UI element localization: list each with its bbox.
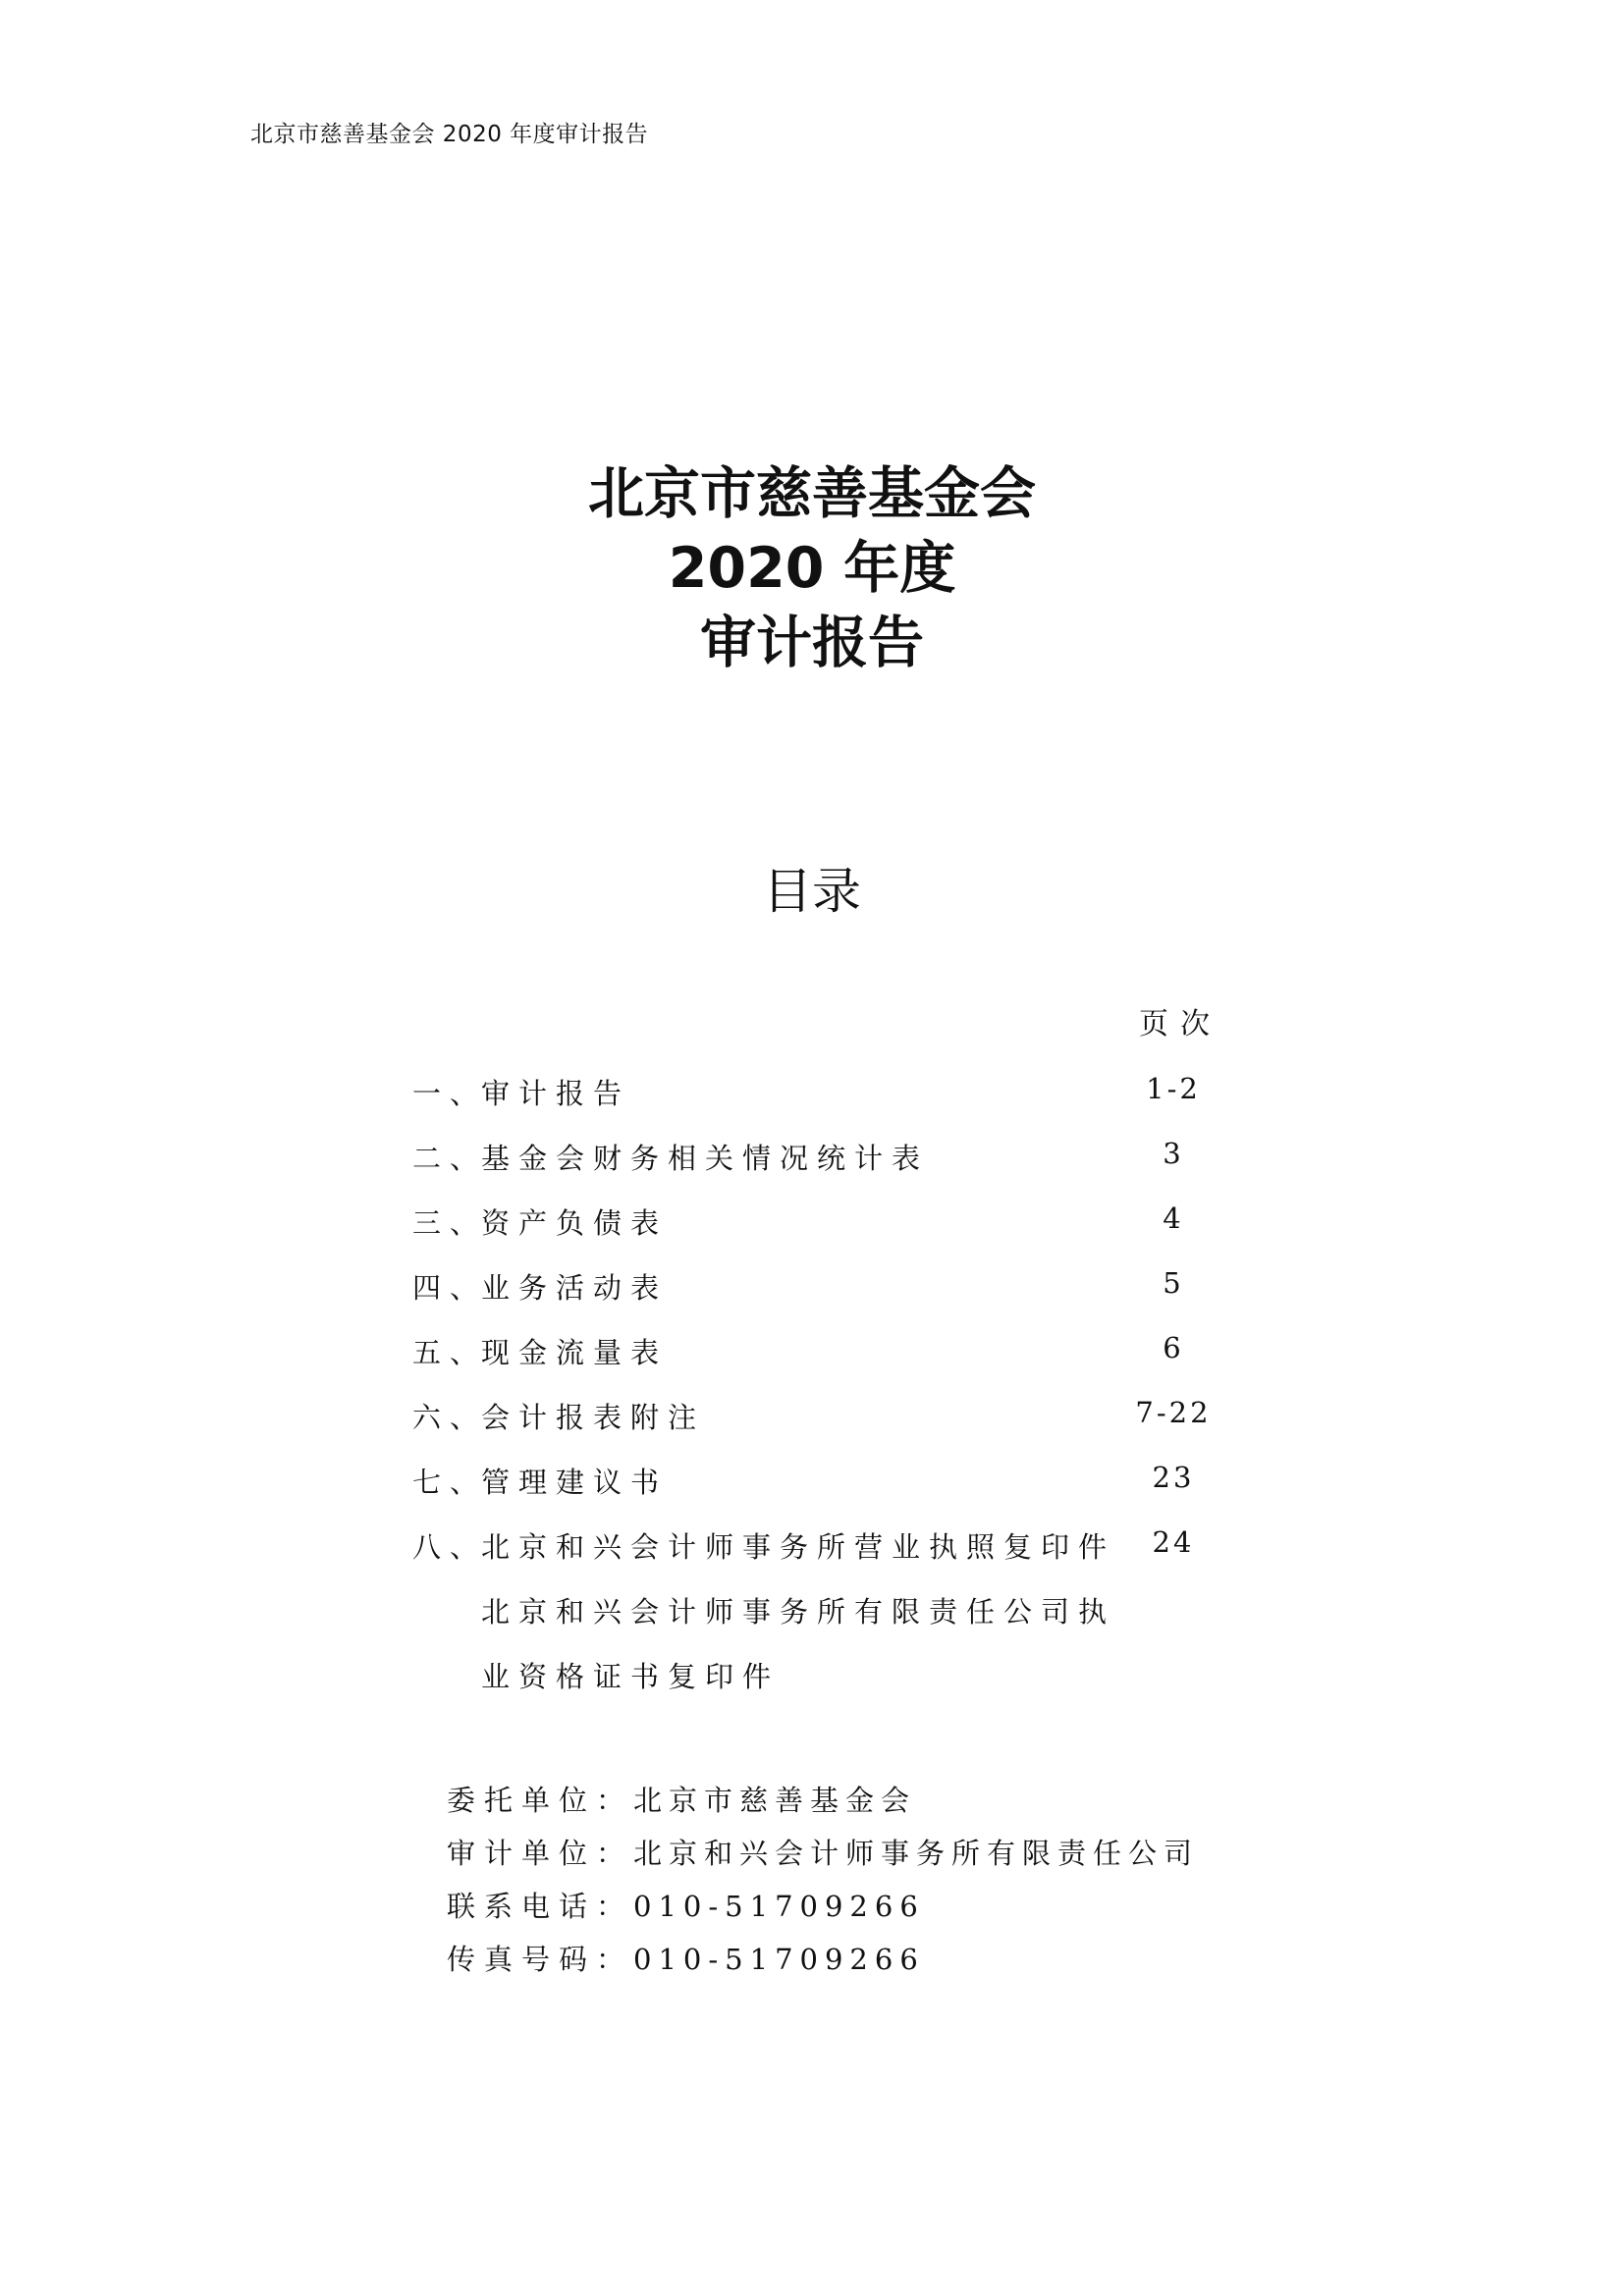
contact-phone — [447, 1885, 925, 1925]
toc-item-page: 3 — [1163, 1137, 1184, 1170]
contact-auditor — [447, 1832, 1199, 1872]
contact-fax — [447, 1938, 925, 1978]
contact-label: 委托单位： — [447, 1784, 634, 1817]
toc-item-num: 一、 — [412, 1077, 488, 1110]
toc-item-num: 七、 — [412, 1466, 488, 1499]
title-line-report: 审计报告 — [700, 611, 924, 675]
toc-item-page: 4 — [1163, 1201, 1184, 1235]
contact-value: 010-51709266 — [633, 1943, 925, 1976]
toc-item — [0, 1072, 1624, 1115]
contact-label: 审计单位： — [447, 1837, 634, 1870]
toc-item-page: 7-22 — [1135, 1396, 1212, 1429]
toc-item-text: 现金流量表 — [481, 1336, 669, 1369]
toc-item-page: 5 — [1163, 1266, 1184, 1300]
toc-item-num: 六、 — [412, 1401, 488, 1434]
toc-item-text: 北京和兴会计师事务所有限责任公司执 — [481, 1595, 1116, 1629]
toc-item — [0, 1525, 1624, 1569]
contact-label: 联系电话： — [447, 1890, 634, 1923]
toc-page-header: 页次 — [1139, 1007, 1221, 1041]
toc-item — [0, 1396, 1624, 1439]
toc-item — [0, 1201, 1624, 1245]
toc-item-num: 八、 — [412, 1530, 488, 1564]
contact-client — [447, 1779, 916, 1819]
toc-item-page: 1-2 — [1146, 1072, 1201, 1105]
toc-item — [0, 1137, 1624, 1180]
toc-item — [0, 1331, 1624, 1374]
toc-item-num: 五、 — [412, 1336, 488, 1369]
toc-item-page: 23 — [1152, 1461, 1195, 1494]
toc-item-text: 资产负债表 — [481, 1206, 669, 1240]
toc-item-page: 6 — [1163, 1331, 1184, 1364]
toc-item-text: 审计报告 — [481, 1077, 631, 1110]
title-line-year: 2020 年度 — [668, 536, 956, 601]
title-line-org: 北京市慈善基金会 — [588, 461, 1036, 526]
toc-item-num: 三、 — [412, 1206, 488, 1240]
toc-item-text: 会计报表附注 — [481, 1401, 706, 1434]
toc-item-text: 基金会财务相关情况统计表 — [481, 1142, 930, 1175]
toc-item-continuation — [0, 1590, 1624, 1633]
report-title — [0, 456, 1624, 680]
toc-title: 目录 — [763, 863, 861, 920]
running-header: 北京市慈善基金会 2020 年度审计报告 — [250, 122, 649, 147]
toc-item-page: 24 — [1152, 1525, 1195, 1559]
contact-value: 010-51709266 — [633, 1890, 925, 1923]
toc-item-continuation — [0, 1655, 1624, 1698]
toc-item-text: 北京和兴会计师事务所营业执照复印件 — [481, 1530, 1116, 1564]
toc-item-num: 四、 — [412, 1271, 488, 1305]
contact-value: 北京市慈善基金会 — [633, 1784, 917, 1817]
toc-item — [0, 1461, 1624, 1504]
contact-value: 北京和兴会计师事务所有限责任公司 — [633, 1837, 1200, 1870]
toc-item — [0, 1266, 1624, 1309]
toc-item-text: 业资格证书复印件 — [481, 1660, 781, 1693]
toc-item-num: 二、 — [412, 1142, 488, 1175]
contact-label: 传真号码： — [447, 1943, 634, 1976]
toc-item-text: 业务活动表 — [481, 1271, 669, 1305]
toc-item-text: 管理建议书 — [481, 1466, 669, 1499]
